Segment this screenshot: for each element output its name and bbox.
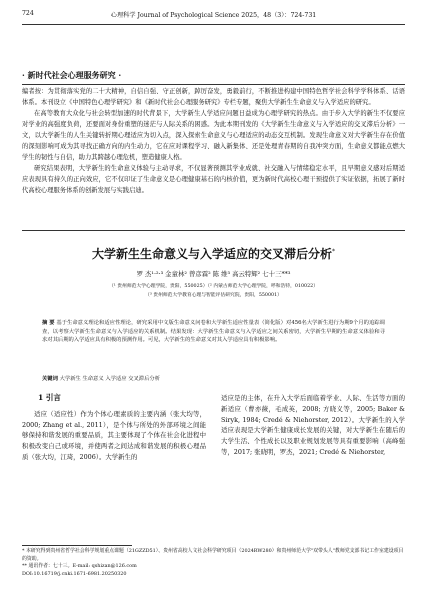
running-header (22, 10, 405, 24)
body-paragraph-right: 适应是的主体，在升入大学后面临着学业、人际、生活等方面的新适应（曹亦薇，毛成英，2008; 方晓义等，2005; Baker & Siryk, 1984; Credé & Niehorster, 2012）。大学新生的入学适应表现是大学新生健康成长发展的关键，对大学新生在随后的大学生活、个性成长以及职业规划发展等具有重要影响（高峰强等，2017; 张晓明，罗杰，2021; Credé & Niehorster, (221, 394, 405, 456)
journal-citation: 心理科学 Journal of Psychological Science 2025，48（3）：724-731 (110, 12, 317, 19)
author-list: 罗 杰¹·²·³ 金童林² 曾彦霖² 陈 维³ 高云特辉² 七十三**³ (136, 270, 291, 278)
body-paragraph-left: 适应（适应性）作为个体心理素质的主要内涵（张大均等，2000; Zhang et al., 2011），是个体与所处的外部环境之间能够保持和谐发展的重要品质，其主要体现了个体在社会化进程中积极改变自己或环境，并使两者之间达成和谐发展的积极心理品质（张大均，江琦，2006）。大学新生的 (22, 409, 206, 461)
affiliation-line-1: （¹ 贵州师范大学心理学院，贵阳，550025）（² 内蒙古师范大学心理学院，呼和浩特，010022） (108, 284, 318, 289)
editor-note (22, 86, 405, 196)
footnote-funding: * 本研究得到贵州省哲学社会科学规划重点课题（21GZZD51）、贵州省高校人文社会科学研究项目（2024RW280）和贵州师范大学"双带头人"教师党支部书记工作室建设项目的资助。 (22, 548, 404, 562)
keywords-label: 关键词 (42, 376, 58, 382)
abstract-text: 基于生命意义理论和适应性理论，研究采用中文版生命意义问卷和大学新生适应性量表（简化版）对456名大学新生进行为期9个月的追踪调查，以考察大学新生生命意义与入学适应的关系机制。结果发现：大学新生生命意义与入学适应之间关系密切，大学新生早期的生命意义体验和寻求对其后期的入学适应具有积极的预测作用。可见，大学新生的生命意义对其入学适应具有积极影响。 (42, 320, 385, 343)
editor-note-p3: 研究结果表明，大学新生的生命意义体验与主动寻求，不仅显著预测其学业成就、社交融入与情绪稳定水平，且早期意义感对后期适应表现具有持久的正向效应，它不仅印证了生命意义是心理健康基石的内核价值，更为新时代高校心理干预提供了实证依据，拓展了新时代高校心理服务体系的创新发展与实践启迪。 (22, 165, 405, 194)
footnote-doi: DOI:10.16719/j.cnki.1671-6981.20250320 (22, 570, 127, 577)
section-heading-intro: 1 引言 (38, 393, 61, 402)
editor-note-rule (22, 230, 405, 231)
abstract-label: 摘 要 (42, 320, 55, 326)
keywords-text: 大学新生 生命意义 入学适应 交叉滞后分析 (59, 376, 160, 382)
affiliation-line-2: （³ 贵州师范大学教育心理与智能评估研究院，贵阳，550001） (145, 293, 282, 298)
footnote-correspondence: ** 通讯作者：七十三。E-mail: qshizan@126.com (22, 563, 137, 570)
article-title (0, 245, 427, 262)
body-column-left (22, 393, 206, 463)
editor-note-p2: 在高等教育大众化与社会转型加速的时代背景下，大学新生人学适应问题日益成为心理学研究的热点。由于步入大学的新生不仅要应对学业的高强度负荷，还要面对身份重塑的迷茫与人际关系的困惑。为此本期刊发的《大学新生生命意义与入学适应的交叉滞后分析》一文，以大学新生的人生关键转折期心理适应为切入点，深入探索生命意义与心理适应的动态交互机制。发现生命意义对大学新生存在价值的深刻影响可成为其寻找正确方向的内生动力，它在应对课程学习、融入新集体、还是处理青春期的自我冲突方面，生命意义都能点燃大学生的韧性与自信，助力其跨越心理危机，塑造健康人格。 (22, 110, 405, 161)
article-title-text: 大学新生生命意义与入学适应的交叉滞后分析 (91, 247, 332, 261)
section-rule (22, 84, 405, 85)
footnote-rule (22, 545, 132, 546)
body-column-right (221, 393, 405, 458)
abstract (42, 319, 385, 345)
footnotes (22, 548, 405, 578)
editor-note-p1: 编者按：为贯彻落实党的二十大精神，自信自强、守正创新，踔厉奋发，勇毅前行，不断推进构建中国特色哲学社会科学学科体系、话语体系。本刊设立《中国特色心理学研究》和《新时代社会心理服务研究》专栏专题，聚焦大学新生生命意义与入学适应的研究。 (22, 88, 405, 106)
title-footnote-mark: * (332, 248, 335, 255)
keywords (42, 374, 385, 382)
section-title: · 新时代社会心理服务研究 · (22, 70, 122, 80)
header-rule (22, 24, 405, 25)
page-number: 724 (22, 10, 34, 17)
